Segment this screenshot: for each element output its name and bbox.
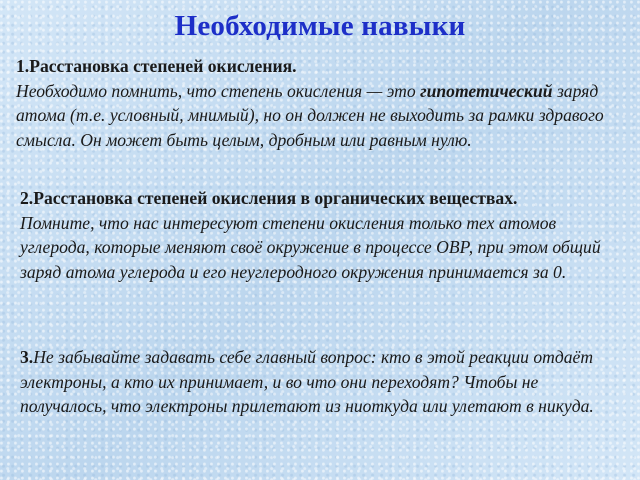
section-1-heading: 1.Расстановка степеней окисления.: [16, 56, 297, 76]
page-title: Необходимые навыки: [174, 10, 466, 42]
section-1: [16, 54, 628, 152]
section-2: [20, 186, 620, 284]
section-2-heading: 2.Расстановка степеней окисления в органических веществах.: [20, 188, 518, 208]
section-3-body: Не забывайте задавать себе главный вопрос: кто в этой реакции отдаёт электроны, а кто их принимает, и во что они переходят? Чтобы не получалось, что электроны прилетают из ниоткуда или улетают в никуда.: [20, 347, 594, 416]
section-1-emphasis: гипотетический: [420, 80, 553, 101]
section-1-text-before: Необходимо помнить, что степень окисления — это: [16, 80, 421, 101]
section-3-number: 3.: [20, 347, 34, 367]
section-1-text-after: заряд атома (т.е. условный, мнимый), но он должен не выходить за рамки здравого смысла. Он может быть целым, дробным или равным нулю.: [16, 80, 604, 150]
section-3: [20, 345, 620, 419]
section-2-body: Помните, что нас интересуют степени окисления только тех атомов углерода, которые меняют своё окружение в процессе ОВР, при этом общий заряд атома углерода и его неуглеродного окружения принимается за 0.: [20, 212, 601, 282]
section-1-body: [16, 79, 628, 153]
